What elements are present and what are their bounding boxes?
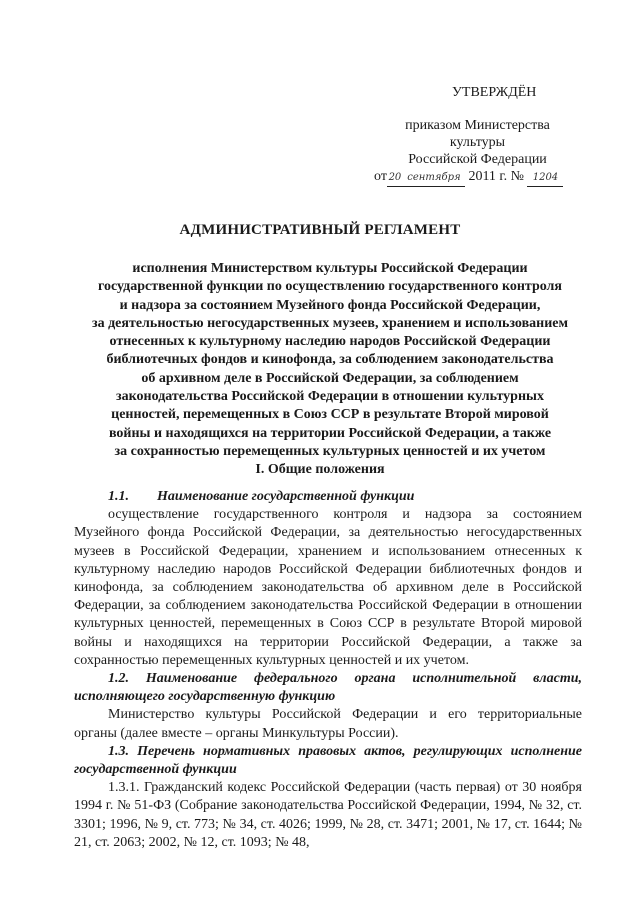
- handwritten-number: 1204: [527, 169, 563, 187]
- handwritten-day: 20: [387, 169, 403, 187]
- approval-heading: УТВЕРЖДЁН: [452, 85, 537, 100]
- subject-line: за деятельностью негосударственных музеев, хранением и использованием: [91, 315, 569, 331]
- subsection-1-2-heading: 1.2. Наименование федерального органа исполнительной власти, исполняющего государственную функцию: [74, 671, 582, 705]
- subject-line: законодательства Российской Федерации в отношении культурных: [116, 389, 544, 405]
- subject-line: войны и находящихся на территории Российской Федерации, а также: [108, 425, 552, 441]
- subsection-title: Наименование государственной функции: [157, 489, 415, 504]
- section-heading: I. Общие положения: [255, 462, 385, 477]
- date-year: 2011 г. №: [468, 169, 524, 184]
- date-prefix: от: [374, 169, 387, 184]
- subject-line: за сохранностью перемещенных культурных ценностей и их учетом: [114, 443, 546, 459]
- subject-line: библиотечных фондов и кинофонда, за соблюдением законодательства: [106, 352, 554, 368]
- approval-date-line: [370, 168, 585, 187]
- subject-line: об архивном деле в Российской Федерации, за соблюдением: [141, 370, 519, 386]
- subject-line: исполнения Министерством культуры Российской Федерации: [132, 261, 528, 276]
- subsection-1-1-text: осуществление государственного контроля и надзора за состоянием Музейного фонда Российской Федерации, за деятельностью негосударственных музеев в Российской Федерации, хранением и использованием отнесенных к культурному наследию народов Российской Федерации библиотечных фондов и кинофонда, за соблюдением законодательства об архивном деле в Российской Федерации, за соблюдением законодательства Российской Федерации в отношении культурных ценностей, перемещенных в Союз ССР в результате Второй мировой войны и находящихся на территории Российской Федерации, а также за сохранностью перемещенных культурных ценностей и их учетом.: [74, 507, 582, 668]
- subject-line: государственной функции по осуществлению государственного контроля: [98, 279, 562, 295]
- subsection-1-3-text: 1.3.1. Гражданский кодекс Российской Федерации (часть первая) от 30 ноября 1994 г. № 51-ФЗ (Собрание законодательства Российской Федерации, 1994, № 32, ст. 3301; 1996, № 9, ст. 773; № 34, ст. 4026; 1999, № 28, ст. 3471; 2001, № 17, ст. 1644; № 21, ст. 2063; 2002, № 12, ст. 1093; № 48,: [74, 780, 582, 850]
- approval-line-1: приказом Министерства: [405, 118, 550, 133]
- approval-stamp: [370, 84, 585, 187]
- document-subject: [70, 260, 590, 461]
- subsection-1-2-text: Министерство культуры Российской Федерации и его территориальные органы (далее вместе – органы Минкультуры России).: [74, 707, 582, 741]
- subject-line: отнесенных к культурному наследию народов Российской Федерации: [109, 334, 551, 350]
- subject-line: и надзора за состоянием Музейного фонда Российской Федерации,: [119, 297, 541, 313]
- approval-line-2: культуры: [449, 135, 506, 150]
- subsection-number: 1.1.: [108, 489, 129, 504]
- document-body: [74, 488, 582, 852]
- subject-line: ценностей, перемещенных в Союз ССР в результате Второй мировой: [111, 407, 549, 423]
- document-title: АДМИНИСТРАТИВНЫЙ РЕГЛАМЕНТ: [179, 222, 461, 238]
- handwritten-month: сентября: [403, 169, 465, 187]
- subsection-1-1-heading: [74, 488, 582, 506]
- subsection-1-3-heading: 1.3. Перечень нормативных правовых актов, регулирующих исполнение государственной функции: [74, 743, 582, 778]
- approval-line-3: Российской Федерации: [408, 152, 547, 167]
